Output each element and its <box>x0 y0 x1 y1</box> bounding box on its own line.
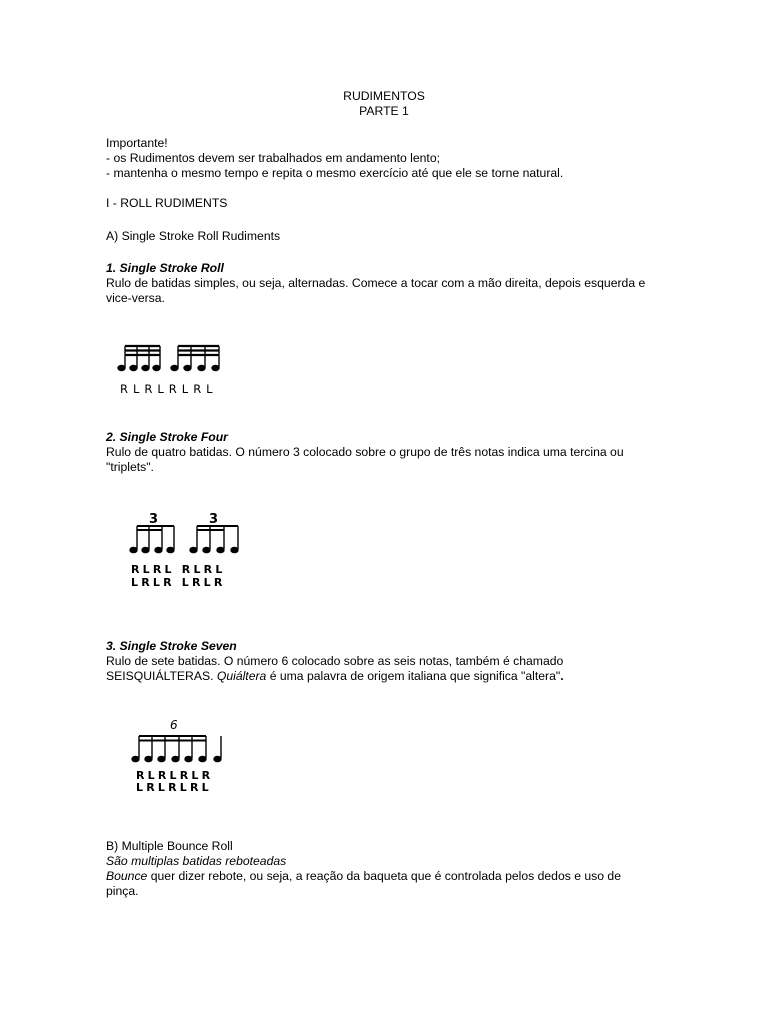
item-3-text-b: é uma palavra de origem italiana que significa "altera" <box>266 669 561 683</box>
item-3-heading: 3. Single Stroke Seven <box>106 639 237 653</box>
intro-block <box>106 136 666 181</box>
item-1 <box>106 261 666 306</box>
subsection-b <box>106 839 666 899</box>
note-heads <box>117 365 219 371</box>
notes-group <box>131 736 221 762</box>
section-heading: I - ROLL RUDIMENTS <box>106 196 228 210</box>
subsection-b-term: Bounce <box>106 869 148 883</box>
item-3 <box>106 639 666 684</box>
sticking-top: RLRLRLR <box>136 769 214 782</box>
tuplet-3-right: 3 <box>209 512 219 527</box>
item-3-text-a: Rulo de sete batidas. O número 6 colocado sobre as seis notas, também é chamado SEISQUIÁLTERAS. <box>106 654 564 683</box>
stems <box>125 346 219 367</box>
subsection-b-body: quer dizer rebote, ou seja, a reação da baqueta que é controlada pelos dedos e uso de pinça. <box>106 869 621 898</box>
single-stroke-roll-notation <box>116 338 226 398</box>
sticking-bottom: LRLR LRLR <box>131 576 226 589</box>
item-1-heading: 1. Single Stroke Roll <box>106 261 224 275</box>
title-line-1: RUDIMENTOS <box>343 89 425 103</box>
tuplet-numbers <box>149 512 218 527</box>
single-stroke-four-notation <box>116 508 256 590</box>
tuplet-3-left: 3 <box>149 512 159 527</box>
tuplet-6: 6 <box>170 718 178 732</box>
single-stroke-seven-notation <box>126 714 236 796</box>
sticking-label: RLRLRLRL <box>120 382 218 396</box>
intro-heading: Importante! <box>106 136 168 150</box>
item-3-text-end: . <box>560 669 564 683</box>
intro-line-1: - os Rudimentos devem ser trabalhados em andamento lento; <box>106 151 440 165</box>
item-1-text: Rulo de batidas simples, ou seja, alternadas. Comece a tocar com a mão direita, depois esquerda e vice-versa. <box>106 276 646 305</box>
page-title <box>0 89 768 119</box>
item-2-heading: 2. Single Stroke Four <box>106 430 228 444</box>
item-2-text: Rulo de quatro batidas. O número 3 colocado sobre o grupo de três notas indica uma tercina ou "triplets". <box>106 445 624 474</box>
subsection-a-heading: A) Single Stroke Roll Rudiments <box>106 229 281 243</box>
intro-line-2: - mantenha o mesmo tempo e repita o mesmo exercício até que ele se torne natural. <box>106 166 564 180</box>
subsection-b-heading: B) Multiple Bounce Roll <box>106 839 233 853</box>
notes-group <box>117 346 219 371</box>
subsection-b-italic: São multiplas batidas reboteadas <box>106 854 287 868</box>
item-2 <box>106 430 666 475</box>
notes-group <box>129 526 238 553</box>
title-line-2: PARTE 1 <box>359 104 409 118</box>
item-3-text <box>106 654 666 684</box>
subsection-b-text <box>106 869 656 899</box>
item-3-term: Quiáltera <box>216 669 267 683</box>
sticking-bottom: LRLRLRL <box>136 781 212 794</box>
sticking-top: RLRL RLRL <box>131 563 226 576</box>
